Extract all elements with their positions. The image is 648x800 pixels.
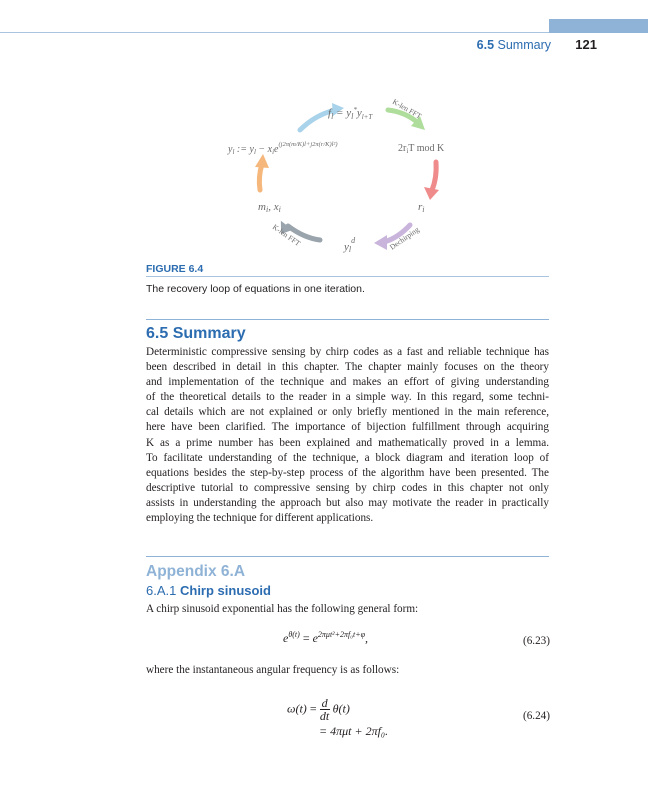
summary-line: and implementation of the technique and makes an effort of giving understanding [146, 376, 549, 389]
eq1-rhs-exponent: 2πμt²+2πf₀t+φ [317, 630, 366, 639]
section-rule [146, 319, 549, 320]
equation-number-6-23: (6.23) [522, 635, 550, 647]
equation-6-24-line1: ω(t) = $\frac{d}{dt}$ θ(t) [287, 696, 350, 723]
section-number: 6.5 [146, 325, 169, 342]
equation-number-6-24: (6.24) [522, 710, 550, 722]
page-number: 121 [575, 37, 597, 52]
figure-rule [146, 276, 549, 277]
summary-line: employing the technique for different applications. [146, 512, 374, 525]
summary-line: cal details which are not explained or only briefly mentioned in the main reference, [146, 406, 549, 419]
arrow-bottom-right-head [374, 235, 387, 250]
diagram-left-equation: $y_l$ := $y_l - x_ie^{(j2\pi(m/K)l+j2\pi(r/K)l^2)}$ [228, 141, 338, 156]
appendix-title: Appendix 6.A [146, 563, 246, 580]
summary-line: To facilitate understanding of the technique, a block diagram and iteration loop of [146, 451, 549, 464]
summary-line: assists in understanding the approach but also may motivate the reader in practically [146, 496, 549, 509]
diagram-right-equation: $2r_iT$ mod K [398, 143, 445, 155]
figure-label: FIGURE 6.4 [146, 263, 204, 275]
running-head-number: 6.5 [476, 38, 495, 52]
appendix-intro: A chirp sinusoid exponential has the following general form: [146, 603, 419, 615]
header-accent-bar [549, 19, 648, 33]
subsection-title [146, 583, 271, 598]
summary-line: descriptive tutorial to compressive sensing by chirp codes in this chapter not only [146, 481, 549, 494]
summary-line: here have been clarified. The importance of bijection fulfillment through acquiring [146, 421, 549, 434]
summary-line: of the theoretical details to the reader in a simple way. In this regard, some techni- [146, 391, 549, 404]
diagram-label-fft-top: K-len FFT [391, 96, 424, 121]
arrow-right [432, 162, 436, 190]
summary-line: been described in detail in this chapter. The chapter mainly focuses on the theory [146, 361, 549, 374]
arrow-right-head [424, 187, 439, 200]
section-heading: Summary [172, 325, 246, 342]
eq2-fraction: $\frac{d}{dt}$ [319, 696, 330, 723]
summary-line: K as a prime number has been explained and mathematically proved in a lemma. [146, 436, 549, 449]
appendix-rule [146, 556, 549, 557]
diagram-label-fft-bottom: K-len FFT [270, 222, 303, 248]
section-title [146, 325, 246, 343]
diagram-top-equation: $f_l = y_l^*y_{l+T}$ [328, 106, 373, 121]
running-head [477, 38, 551, 52]
eq1-lhs-exponent: θ(t) [288, 630, 300, 639]
diagram-left-mid: mi, xi [258, 201, 281, 214]
arrow-left [259, 164, 262, 190]
running-head-title: Summary [497, 38, 551, 52]
diagram-label-dechirping: Dechirping [387, 224, 421, 252]
summary-line: Deterministic compressive sensing by chirp codes as a fast and reliable technique has [146, 346, 549, 358]
diagram-right-mid: ri [418, 201, 425, 214]
arrow-left-head [255, 154, 269, 168]
recovery-loop-diagram [220, 90, 480, 260]
diagram-bottom-mid: $yl^d$ [344, 236, 356, 254]
equation-6-23: $e^{\theta(t)} = e^{2\pi\mu t^2+2\pi f_0t+\varphi}$, [283, 630, 369, 645]
subsection-heading: Chirp sinusoid [179, 583, 271, 598]
equation-6-24-line2: = 4πμt + 2πf₀. [319, 724, 389, 738]
subsection-number: 6.A.1 [146, 583, 177, 598]
header-rule [0, 32, 549, 33]
summary-line: equations besides the step-by-step process of the algorithm have been presented. The [146, 466, 549, 479]
summary-paragraph [146, 345, 549, 526]
figure-caption: The recovery loop of equations in one iteration. [146, 283, 365, 295]
appendix-between-text: where the instantaneous angular frequency is as follows: [146, 664, 400, 676]
